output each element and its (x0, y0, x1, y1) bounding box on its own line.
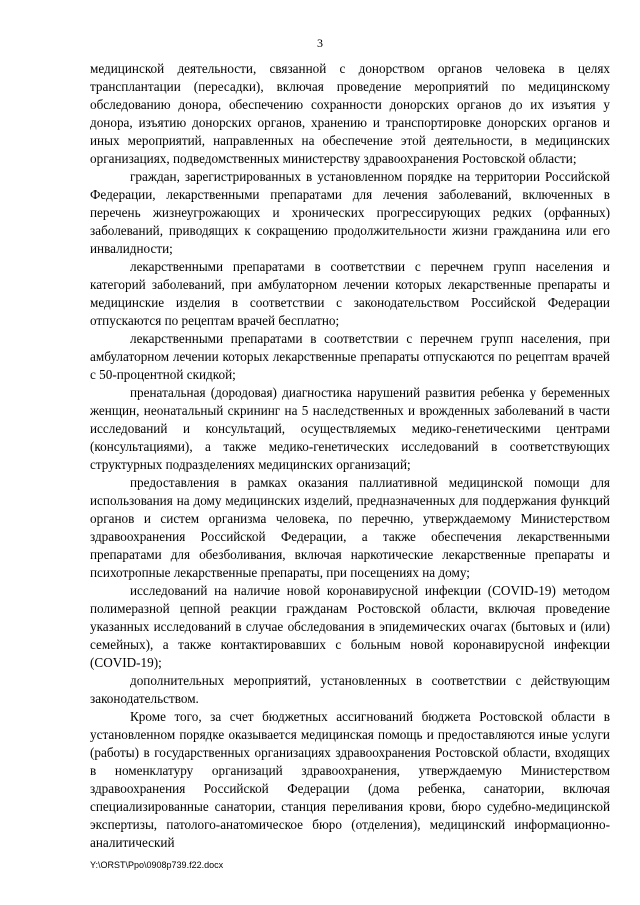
paragraph: дополнительных мероприятий, установленных в соответствии с действующим законодательством. (90, 673, 610, 706)
paragraph: предоставления в рамках оказания паллиативной медицинской помощи для использования на дому медицинских изделий, предназначенных для поддержания функций органов и систем организма человека, по перечню, утверждаемому Министерством здравоохранения Российской Федерации, а также обеспечения лекарственными препаратами для обезболивания, включая наркотические лекарственные препараты и психотропные лекарственные препараты, при посещениях на дому; (90, 475, 610, 580)
paragraph: пренатальная (дородовая) диагностика нарушений развития ребенка у беременных женщин, неонатальный скрининг на 5 наследственных и врожденных заболеваний в части исследований и консультаций, осуществляемых медико-генетическими центрами (консультациями), а также медико-генетических исследований в соответствующих структурных подразделениях медицинских организаций; (90, 385, 610, 472)
document-body (90, 60, 610, 852)
footer-file-path: Y:\ORST\Ppo\0908p739.f22.docx (90, 860, 224, 870)
paragraph: исследований на наличие новой коронавирусной инфекции (COVID-19) методом полимеразной цепной реакции гражданам Ростовской области, включая проведение указанных исследований в случае обследования в эпидемических очагах (бытовых и (или) семейных), а также контактировавших с больным новой коронавирусной инфекции (COVID-19); (90, 583, 610, 670)
paragraph: граждан, зарегистрированных в установленном порядке на территории Российской Федерации, лекарственными препаратами для лечения заболеваний, включенных в перечень жизнеугрожающих и хронических прогрессирующих редких (орфанных) заболеваний, приводящих к сокращению продолжительности жизни гражданина или его инвалидности; (90, 169, 610, 256)
paragraph: Кроме того, за счет бюджетных ассигнований бюджета Ростовской области в установленном порядке оказывается медицинская помощь и предоставляются иные услуги (работы) в государственных организациях здравоохранения Ростовской области, входящих в номенклатуру организаций здравоохранения, утверждаемую Министерством здравоохранения Российской Федерации (дома ребенка, санатории, включая специализированные санатории, станция переливания крови, бюро судебно-медицинской экспертизы, патолого-анатомическое бюро (отделения), медицинский информационно-аналитический (90, 709, 610, 850)
paragraph: лекарственными препаратами в соответствии с перечнем групп населения, при амбулаторном лечении которых лекарственные препараты отпускаются по рецептам врачей с 50-процентной скидкой; (90, 331, 610, 382)
paragraph: медицинской деятельности, связанной с донорством органов человека в целях трансплантации (пересадки), включая проведение мероприятий по медицинскому обследованию донора, обеспечению сохранности донорских органов до их изъятия у донора, изъятию донорских органов, хранению и транспортировке донорских органов и иных мероприятий, направленных на обеспечение этой деятельности, в медицинских организациях, подведомственных министерству здравоохранения Ростовской области; (90, 61, 610, 166)
paragraph: лекарственными препаратами в соответствии с перечнем групп населения и категорий заболеваний, при амбулаторном лечении которых лекарственные препараты и медицинские изделия в соответствии с законодательством Российской Федерации отпускаются по рецептам врачей бесплатно; (90, 259, 610, 328)
page-number: 3 (317, 36, 323, 50)
